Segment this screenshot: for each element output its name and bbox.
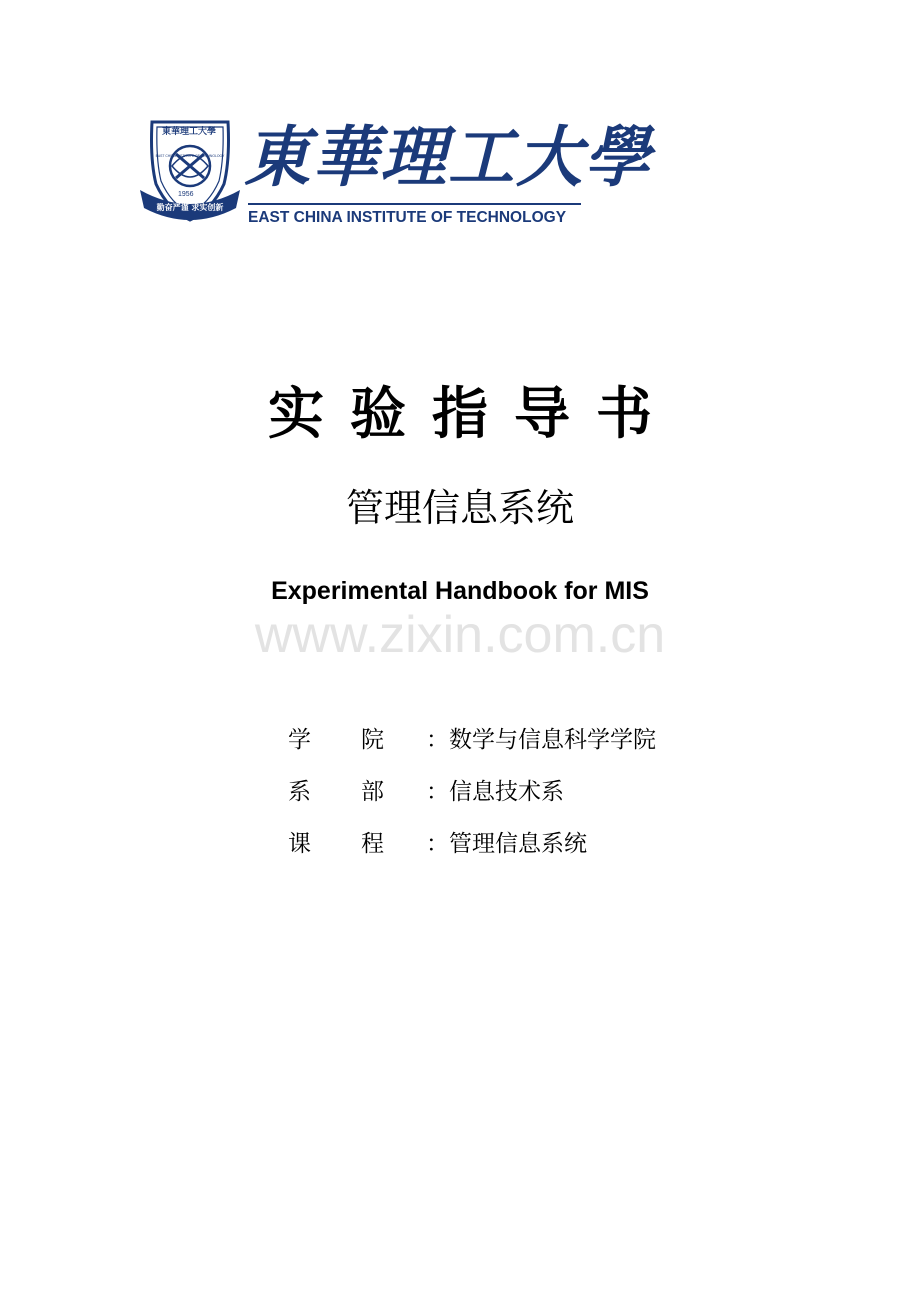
info-value: ：数学与信息科学学院 xyxy=(426,727,656,753)
page-subtitle: 管理信息系统 xyxy=(345,486,574,530)
seal-ring-text: EAST CHINA INSTITUTE OF TECHNOLOGY xyxy=(155,154,225,158)
english-title: Experimental Handbook for MIS xyxy=(271,577,649,605)
page-title: 实验指导书 xyxy=(268,381,678,447)
info-value: ：信息技术系 xyxy=(426,779,564,805)
logo-divider xyxy=(248,203,581,205)
seal-year: 1956 xyxy=(178,191,194,198)
cover-info-fields xyxy=(288,720,808,876)
watermark: www.zixin.com.cn xyxy=(254,606,666,664)
info-value: ：管理信息系统 xyxy=(426,831,587,857)
info-label: 课程 xyxy=(288,831,434,857)
info-label: 系部 xyxy=(288,779,434,805)
university-logo xyxy=(138,114,652,234)
info-label: 学院 xyxy=(288,727,434,753)
info-row-department xyxy=(288,772,808,824)
info-row-course xyxy=(288,824,808,876)
seal-top-text: 東華理工大學 xyxy=(162,127,217,137)
seal-motto: 勤奋严谨 求实创新 xyxy=(156,202,224,212)
info-row-college xyxy=(288,720,808,772)
university-name-cn: 東華理工大學 xyxy=(244,118,652,196)
university-name-en: EAST CHINA INSTITUTE OF TECHNOLOGY xyxy=(248,209,567,226)
